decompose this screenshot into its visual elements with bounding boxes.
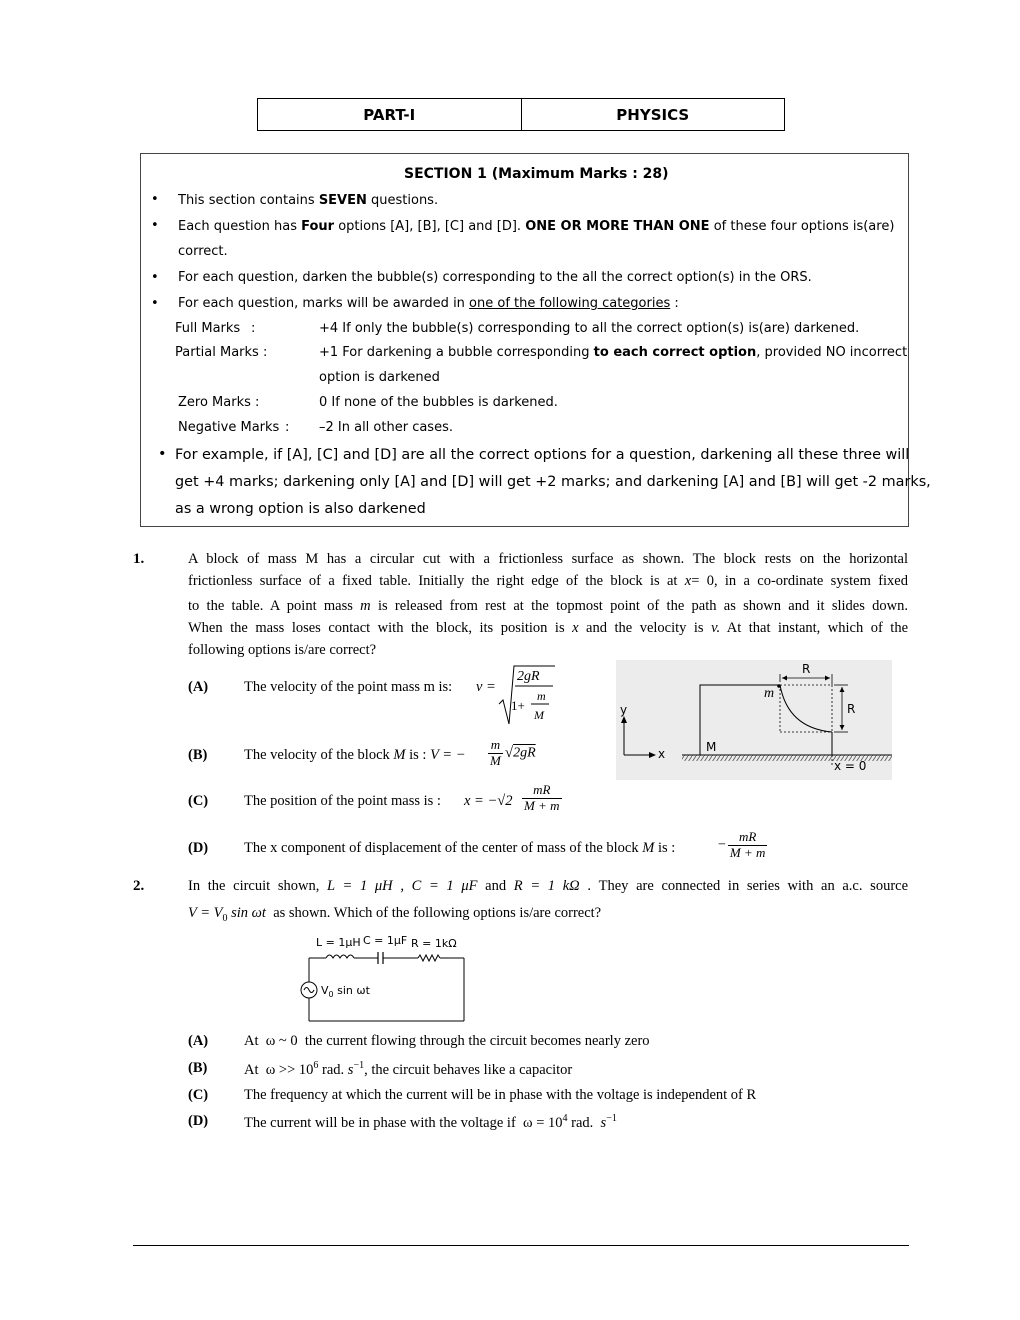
radius-side-label: R <box>847 702 856 716</box>
partial-marks-text-cont: option is darkened <box>319 370 440 385</box>
q2-option-b-text: At $\omega >> 10^6$ rad. $s^{-1}$, the circuit behaves like a capacitor <box>244 1060 573 1078</box>
bullet-icon: • <box>151 192 159 207</box>
full-marks-text: +4 If only the bubble(s) corresponding to all the correct option(s) is(are) darkened. <box>319 321 860 336</box>
instruction-2-cont: correct. <box>178 244 228 259</box>
bullet-icon: • <box>151 270 159 285</box>
q1-option-d-formula: − $\frac{mR}{M + m}$ <box>718 829 766 860</box>
capacitor-label: C = 1μF <box>363 934 408 947</box>
source-label: $V_0$ sin ωt <box>321 984 370 999</box>
instruction-3: For each question, darken the bubble(s) corresponding to the all the correct option(s) in the ORS. <box>178 270 812 285</box>
bullet-icon: • <box>151 296 159 311</box>
section-title: SECTION 1 (Maximum Marks : 28) <box>404 166 669 182</box>
instruction-2: Each question has Four options [A], [B], [C] and [D]. ONE OR MORE THAN ONE of these four options is(are) <box>178 219 895 234</box>
q2-option-c-text: The frequency at which the current will be in phase with the voltage is independent of R <box>244 1087 757 1103</box>
q2-circuit-diagram <box>298 933 468 1023</box>
formula-numerator: 2gR <box>517 669 540 684</box>
q1-option-a-formula <box>497 664 557 726</box>
option-label: (D) <box>188 840 209 856</box>
negative-marks-label: Negative Marks <box>178 420 280 435</box>
q2-line-2: $V = V_0$ sin ωt as shown. Which of the following options is/are correct? <box>188 905 602 924</box>
q1-block-figure <box>616 660 892 780</box>
option-label: (A) <box>188 679 209 695</box>
instruction-4: For each question, marks will be awarded in one of the following categories : <box>178 296 679 311</box>
colon: : <box>251 321 256 336</box>
block-mass-label: M <box>706 740 717 754</box>
part-label: PART-I <box>258 99 522 130</box>
q1-line-5: following options is/are correct? <box>188 642 377 658</box>
negative-marks-text: –2 In all other cases. <box>319 420 453 435</box>
zero-marks-text: 0 If none of the bubbles is darkened. <box>319 395 558 410</box>
q1-line-3: to the table. A point mass m is released from rest at the topmost point of the path as shown and it slides down. <box>188 598 908 614</box>
q2-line-1: In the circuit shown, L = 1 μH , C = 1 μF and R = 1 kΩ . They are connected in series with an a.c. source <box>188 878 909 894</box>
q1-option-b-text: The velocity of the block M is : V = − <box>244 747 466 763</box>
instructions-box <box>140 153 931 527</box>
x-axis-label: x <box>658 747 666 761</box>
question-number: 2. <box>133 878 145 894</box>
option-label: (C) <box>188 1087 209 1103</box>
point-mass-label: m <box>764 686 775 701</box>
formula-m: m <box>537 689 546 703</box>
radius-top-label: R <box>802 662 811 676</box>
example-line-3: as a wrong option is also darkened <box>175 501 426 517</box>
q2-option-a-text: At ω ~ 0 the current flowing through the circuit becomes nearly zero <box>244 1033 650 1049</box>
y-axis-label: y <box>620 703 628 717</box>
partial-marks-text: +1 For darkening a bubble corresponding to each correct option, provided NO incorrect <box>319 345 908 360</box>
example-line-2: get +4 marks; darkening only [A] and [D] will get +2 marks; and darkening [A] and [B] will get -2 marks, <box>175 474 931 490</box>
option-label: (C) <box>188 793 209 809</box>
formula-M: M <box>534 708 544 722</box>
option-label: (D) <box>188 1113 209 1129</box>
q1-option-c-formula: $\frac{mR}{M + m}$ <box>524 782 560 813</box>
example-line-1: For example, if [A], [C] and [D] are all the correct options for a question, darkening all these three will <box>175 447 910 463</box>
instruction-1: This section contains SEVEN questions. <box>178 193 439 208</box>
zero-marks-label: Zero Marks : <box>178 395 260 410</box>
part-header-table <box>257 98 785 131</box>
q2-option-d-text: The current will be in phase with the voltage if $\omega = 10^4$ rad. $s^{-1}$ <box>244 1113 617 1131</box>
full-marks-label: Full Marks <box>175 321 241 336</box>
resistor-label: R = 1kΩ <box>411 937 457 950</box>
q1-option-c-text: The position of the point mass is : <box>244 793 441 809</box>
question-number: 1. <box>133 551 145 567</box>
q1-option-c-eq: x = −√2 <box>464 793 513 809</box>
q1-line-2: frictionless surface of a fixed table. Initially the right edge of the block is at x= 0, in a co-ordinate system fixed <box>188 573 908 589</box>
q1-line-1: A block of mass M has a circular cut with a frictionless surface as shown. The block rests on the horizontal <box>188 551 908 567</box>
partial-marks-label: Partial Marks : <box>175 345 268 360</box>
q1-option-d-text: The x component of displacement of the center of mass of the block M is : <box>244 840 676 856</box>
formula-one-plus: 1+ <box>511 698 525 713</box>
q1-option-b-formula: $\frac{m}{M}$ √2gR <box>490 737 536 768</box>
q1-line-4: When the mass loses contact with the block, its position is x and the velocity is v. At that instant, which of the <box>188 620 909 636</box>
option-label: (A) <box>188 1033 209 1049</box>
bullet-icon: • <box>151 218 159 233</box>
origin-label: x = 0 <box>834 759 867 773</box>
bullet-icon: • <box>158 446 167 462</box>
q1-option-a-text: The velocity of the point mass m is: <box>244 679 453 695</box>
option-label: (B) <box>188 1060 208 1076</box>
colon: : <box>285 420 290 435</box>
option-label: (B) <box>188 747 208 763</box>
subject-label: PHYSICS <box>616 105 690 124</box>
inductor-label: L = 1μH <box>316 936 361 949</box>
footer-rule <box>133 1245 909 1246</box>
q1-option-a-eq: v = <box>476 679 496 695</box>
